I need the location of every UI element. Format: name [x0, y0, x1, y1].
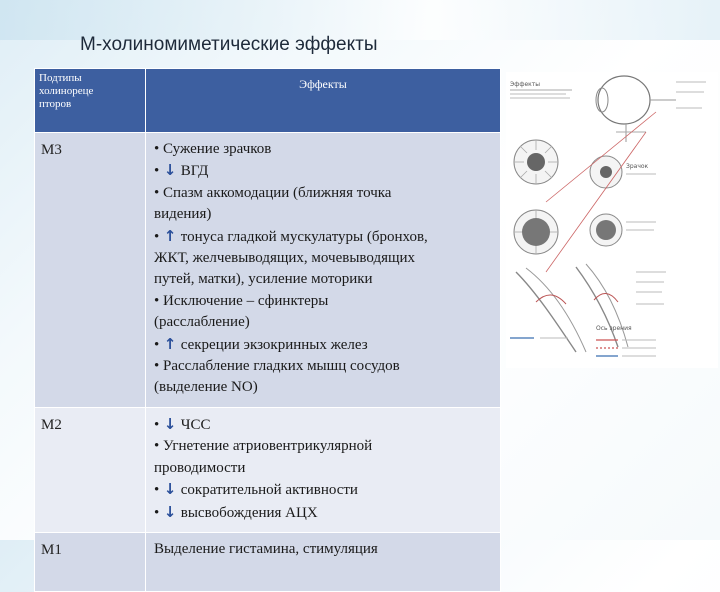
effect-line: [154, 226, 494, 248]
effect-line: [154, 502, 494, 524]
effect-line: [154, 269, 494, 290]
effect-text: (выделение NO): [154, 379, 258, 396]
effects-cell: [146, 408, 501, 533]
arrow-up-icon: ↑: [163, 334, 177, 353]
table-row-m1: [35, 533, 501, 592]
effect-line: [154, 334, 494, 356]
bullet: •: [154, 417, 160, 433]
effect-text: Исключение – сфинктеры: [163, 292, 329, 309]
subtype-cell: М1: [35, 533, 146, 592]
effect-line: [154, 436, 494, 457]
effect-text: Расслабление гладких мышц сосудов: [163, 358, 400, 375]
bullet: •: [154, 504, 160, 521]
subtype-cell: М2: [35, 408, 146, 533]
effect-line: [154, 458, 494, 479]
arrow-down-icon: ↓: [163, 480, 177, 499]
effect-text: тонуса гладкой мускулатуры (бронхов,: [180, 228, 428, 245]
header-subtypes-line-2: холинореце: [39, 85, 94, 97]
bullet: •: [154, 163, 160, 180]
effect-text: видения): [154, 206, 212, 223]
bullet: •: [154, 228, 160, 245]
header-subtypes-line-1: Подтипы: [39, 72, 82, 84]
effect-line: [154, 377, 494, 398]
effect-text: ЖКТ, желчевыводящих, мочевыводящих: [154, 250, 416, 267]
effect-line: [154, 539, 494, 560]
eye-diagram-illustration: [506, 72, 718, 368]
effect-line: [154, 479, 494, 501]
bullet: •: [154, 482, 160, 499]
effect-line: [154, 139, 494, 160]
effect-line: [154, 356, 494, 377]
header-subtypes: [35, 69, 146, 133]
table-header-row: [35, 69, 501, 133]
effect-line: [154, 312, 494, 333]
bullet: •: [154, 292, 160, 309]
table-row-m3: [35, 133, 501, 408]
arrow-down-icon: ↓: [163, 502, 177, 521]
effect-text: (расслабление): [154, 314, 250, 331]
effect-text: проводимости: [154, 459, 246, 476]
slide-title: М-холиномиметические эффекты: [80, 34, 378, 55]
effect-text: ЧСС: [180, 417, 211, 433]
effect-line: [154, 183, 494, 204]
figure-header-label: Эффекты: [510, 81, 540, 88]
effect-text: секреции экзокринных желез: [180, 336, 368, 353]
bullet: •: [154, 438, 160, 455]
effect-text: Спазм аккомодации (ближняя точка: [163, 184, 392, 201]
effect-text: путей, матки), усиление моторики: [154, 271, 373, 288]
table-row-m2: [35, 408, 501, 533]
legend-title: Ось зрения: [596, 325, 632, 332]
effect-text: Сужение зрачков: [163, 141, 272, 157]
effect-line: [154, 204, 494, 225]
effect-line: [154, 291, 494, 312]
arrow-down-icon: ↓: [163, 415, 177, 433]
effect-line: [154, 248, 494, 269]
effect-text: ВГД: [180, 163, 209, 180]
effect-text: сократительной активности: [180, 482, 358, 499]
effect-line: [154, 414, 494, 436]
subtype-cell: М3: [35, 133, 146, 408]
bullet: •: [154, 184, 160, 201]
bullet: •: [154, 358, 160, 375]
header-subtypes-line-3: пторов: [39, 98, 72, 110]
effect-line: [154, 160, 494, 182]
pupil-label: Зрачок: [626, 163, 649, 170]
effect-text: Угнетение атриовентрикулярной: [163, 438, 373, 455]
header-effects: Эффекты: [146, 69, 501, 133]
effect-text: высвобождения АЦХ: [180, 504, 318, 521]
arrow-up-icon: ↑: [163, 226, 177, 245]
effect-text: Выделение гистамина, стимуляция: [154, 541, 378, 557]
eye-diagram-figure: [506, 72, 718, 368]
effects-cell: [146, 533, 501, 592]
arrow-down-icon: ↓: [163, 161, 177, 180]
bullet: •: [154, 336, 160, 353]
effects-table: [34, 68, 501, 592]
bullet: •: [154, 141, 160, 157]
effects-cell: [146, 133, 501, 408]
